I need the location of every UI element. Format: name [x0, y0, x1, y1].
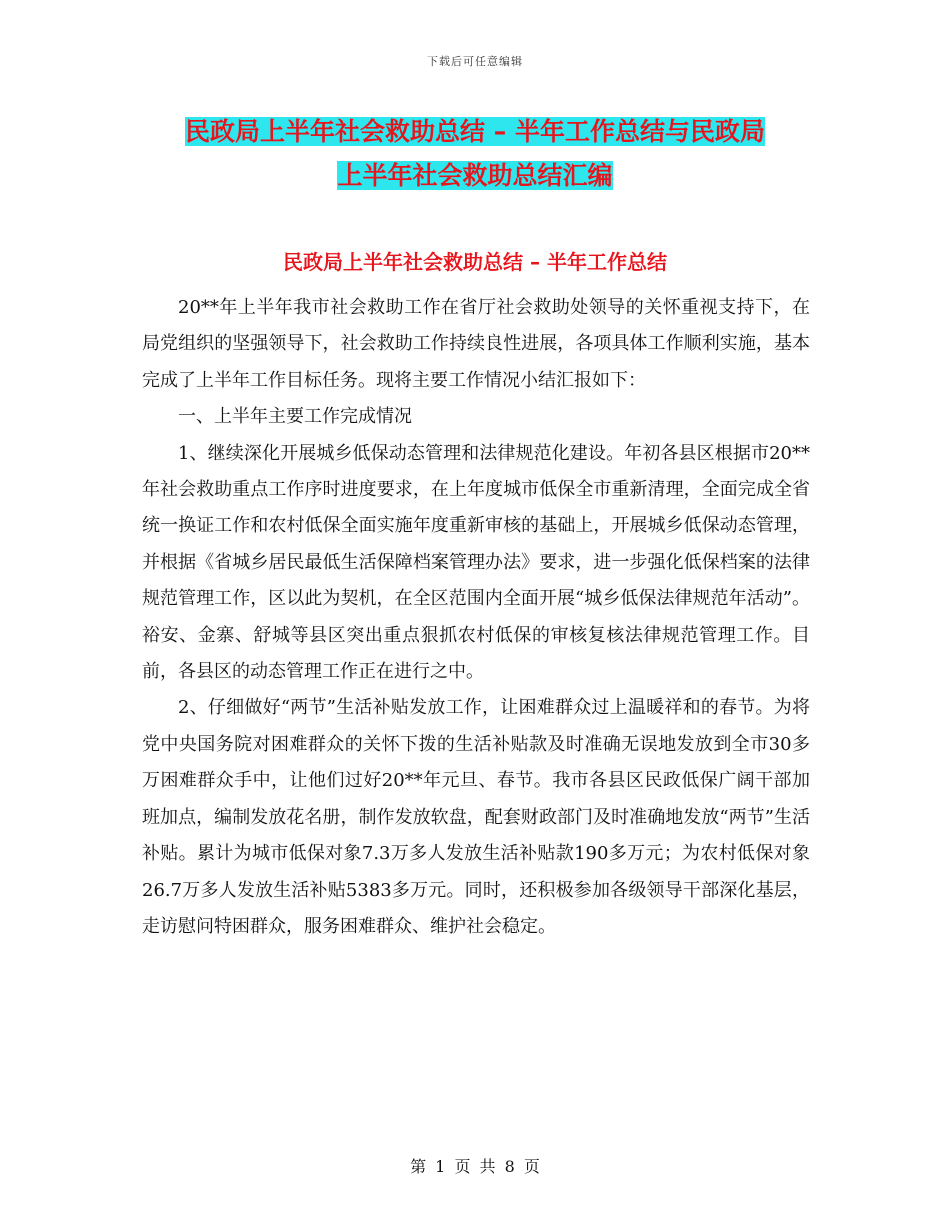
header-note: 下载后可任意编辑 [427, 55, 523, 68]
document-title [140, 110, 810, 198]
paragraph-heading-1: 一、上半年主要工作完成情况 [178, 406, 412, 428]
page-number: 第 1 页 共 8 页 [410, 1157, 540, 1176]
paragraph-item-2: 2、仔细做好“两节”生活补贴发放工作，让困难群众过上温暖祥和的春节。为将党中央国务院对困难群众的关怀下拨的生活补贴款及时准确无误地发放到全市30多万困难群众手中，让他们过好20**年元旦、春节。我市各县区民政低保广阔干部加班加点，编制发放花名册，制作发放软盘，配套财政部门及时准确地发放“两节”生活补贴。累计为城市低保对象7.3万多人发放生活补贴款190多万元；为农村低保对象26.7万多人发放生活补贴5383多万元。同时，还积极参加各级领导干部深化基层，走访慰问特困群众，服务困难群众、维护社会稳定。 [142, 697, 810, 937]
document-body [142, 290, 810, 945]
title-line-2: 上半年社会救助总结汇编 [337, 161, 613, 190]
title-line-1: 民政局上半年社会救助总结 – 半年工作总结与民政局 [185, 117, 765, 146]
paragraph-item-1: 1、继续深化开展城乡低保动态管理和法律规范化建设。年初各县区根据市20**年社会救助重点工作序时进度要求，在上年度城市低保全市重新清理，全面完成全省统一换证工作和农村低保全面实施年度重新审核的基础上，开展城乡低保动态管理，并根据《省城乡居民最低生活保障档案管理办法》要求，进一步强化低保档案的法律规范管理工作，区以此为契机，在全区范围内全面开展“城乡低保法律规范年活动”。裕安、金寨、舒城等县区突出重点狠抓农村低保的审核复核法律规范管理工作。目前，各县区的动态管理工作正在进行之中。 [142, 442, 810, 683]
paragraph-intro: 20**年上半年我市社会救助工作在省厅社会救助处领导的关怀重视支持下，在局党组织的坚强领导下，社会救助工作持续良性进展，各项具体工作顺利实施，基本完成了上半年工作目标任务。现将主要工作情况小结汇报如下： [142, 297, 810, 391]
section-title: 民政局上半年社会救助总结 – 半年工作总结 [283, 250, 667, 274]
